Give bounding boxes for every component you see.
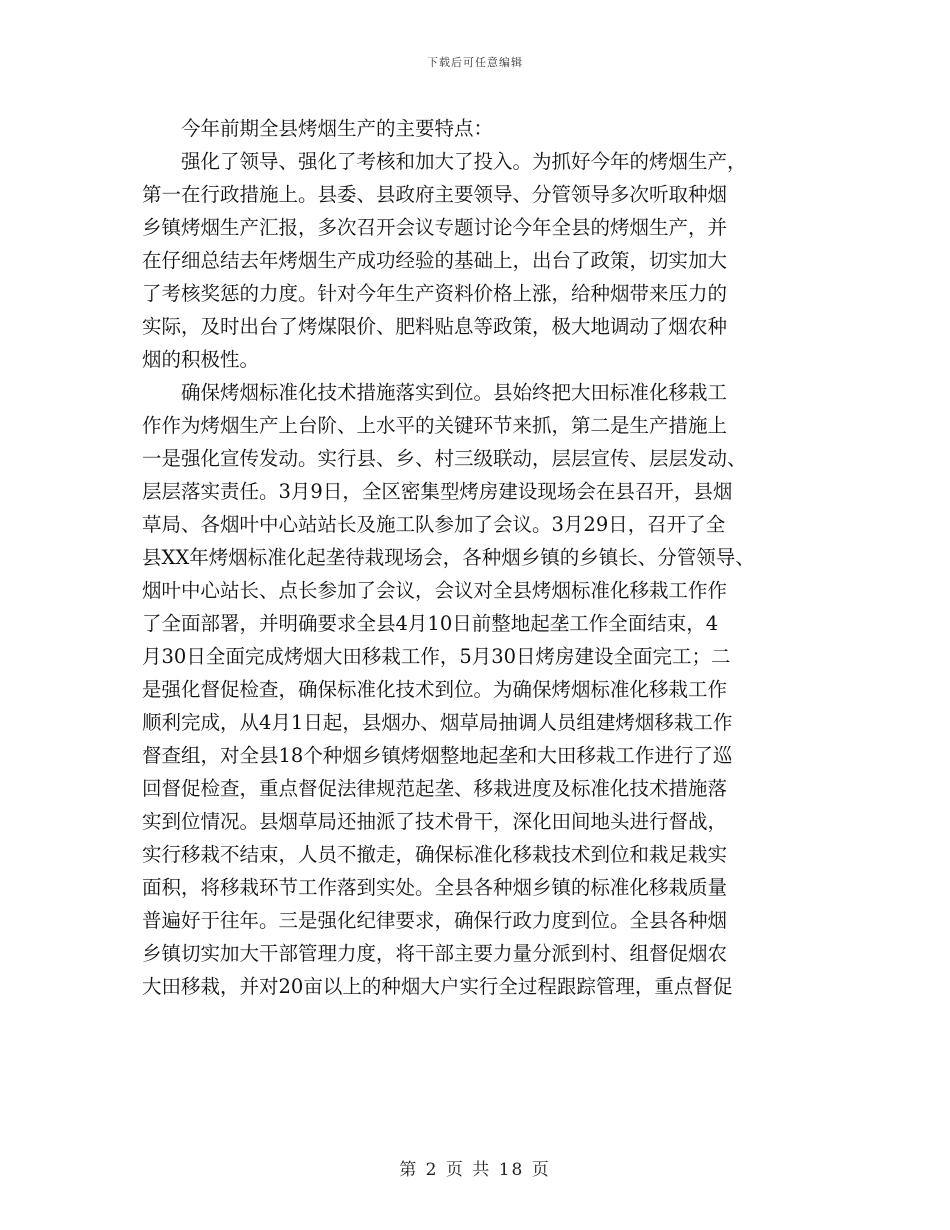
text-line: 草局、各烟叶中心站站长及施工队参加了会议。3月29日，召开了全 bbox=[142, 513, 726, 536]
text-line: 今年前期全县烤烟生产的主要特点： bbox=[142, 117, 494, 140]
text-line: 督查组，对全县18个种烟乡镇烤烟整地起垄和大田移栽工作进行了巡 bbox=[142, 744, 733, 767]
text-line: 是强化督促检查，确保标准化技术到位。为确保烤烟标准化移栽工作 bbox=[142, 678, 728, 701]
text-line: 烟的积极性。 bbox=[142, 348, 260, 371]
text-line: 在仔细总结去年烤烟生产成功经验的基础上，出台了政策，切实加大 bbox=[142, 249, 728, 272]
text-line: 确保烤烟标准化技术措施落实到位。县始终把大田标准化移栽工 bbox=[142, 381, 728, 404]
text-line: 烟叶中心站长、点长参加了会议，会议对全县烤烟标准化移栽工作作 bbox=[142, 579, 728, 602]
text-line: 了全面部署，并明确要求全县4月10日前整地起垄工作全面结束，4 bbox=[142, 612, 719, 635]
text-line: 大田移栽，并对20亩以上的种烟大户实行全过程跟踪管理，重点督促 bbox=[142, 975, 733, 998]
text-line: 实行移栽不结束，人员不撤走，确保标准化移栽技术到位和栽足栽实 bbox=[142, 843, 728, 866]
text-line: 实到位情况。县烟草局还抽派了技术骨干，深化田间地头进行督战， bbox=[142, 810, 728, 833]
text-line: 一是强化宣传发动。实行县、乡、村三级联动，层层宣传、层层发动、 bbox=[142, 447, 747, 470]
text-line: 乡镇切实加大干部管理力度，将干部主要力量分派到村、组督促烟农 bbox=[142, 942, 728, 965]
text-line: 实际，及时出台了烤煤限价、肥料贴息等政策，极大地调动了烟农种 bbox=[142, 315, 728, 338]
text-line: 顺利完成，从4月1日起，县烟办、烟草局抽调人员组建烤烟移栽工作 bbox=[142, 711, 733, 734]
document-body bbox=[142, 112, 812, 1003]
text-line: 作作为烤烟生产上台阶、上水平的关键环节来抓，第二是生产措施上 bbox=[142, 414, 728, 437]
text-line: 强化了领导、强化了考核和加大了投入。为抓好今年的烤烟生产， bbox=[142, 150, 747, 173]
text-line: 乡镇烤烟生产汇报，多次召开会议专题讨论今年全县的烤烟生产，并 bbox=[142, 216, 728, 239]
text-line: 普遍好于往年。三是强化纪律要求，确保行政力度到位。全县各种烟 bbox=[142, 909, 728, 932]
page-number-footer: 第 2 页 共 18 页 bbox=[399, 1160, 551, 1180]
text-line: 面积，将移栽环节工作落到实处。全县各种烟乡镇的标准化移栽质量 bbox=[142, 876, 728, 899]
page-header-note: 下载后可任意编辑 bbox=[427, 56, 523, 69]
text-line: 月30日全面完成烤烟大田移栽工作，5月30日烤房建设全面完工；二 bbox=[142, 645, 731, 668]
text-line: 第一在行政措施上。县委、县政府主要领导、分管领导多次听取种烟 bbox=[142, 183, 728, 206]
text-line: 层层落实责任。3月9日，全区密集型烤房建设现场会在县召开，县烟 bbox=[142, 480, 733, 503]
text-line: 县XX年烤烟标准化起垄待栽现场会，各种烟乡镇的乡镇长、分管领导、 bbox=[142, 546, 755, 569]
text-line: 了考核奖惩的力度。针对今年生产资料价格上涨，给种烟带来压力的 bbox=[142, 282, 728, 305]
text-line: 回督促检查，重点督促法律规范起垄、移栽进度及标准化技术措施落 bbox=[142, 777, 728, 800]
